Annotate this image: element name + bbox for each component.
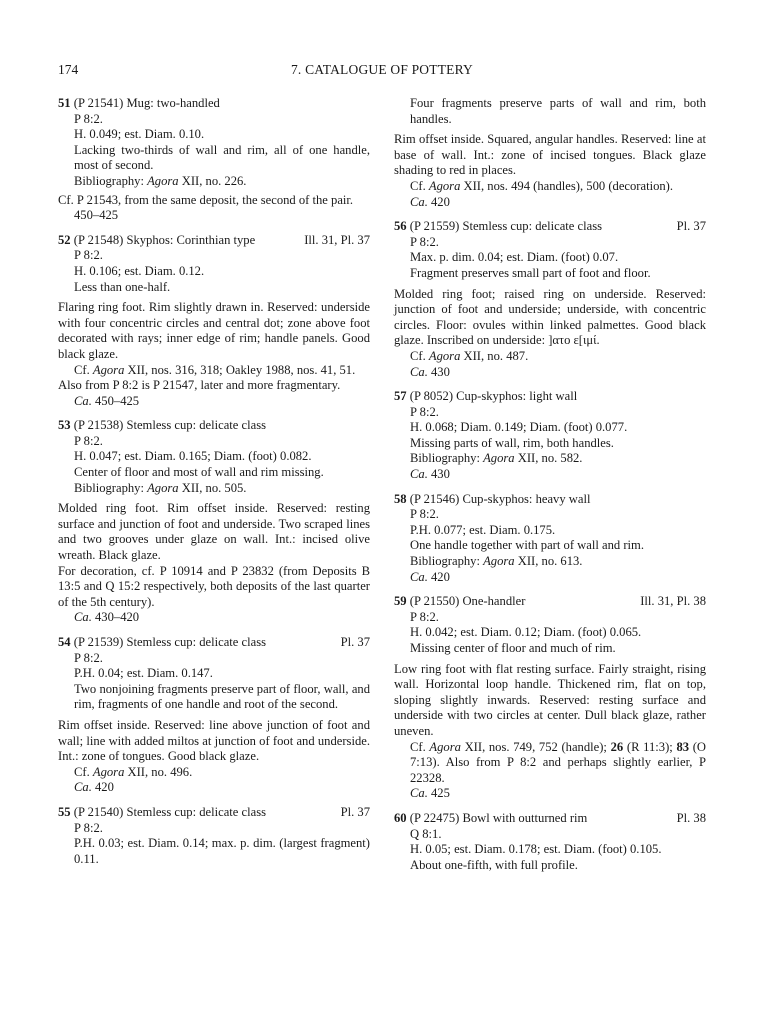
entry-number: 59 (394, 594, 407, 609)
comparanda (394, 179, 706, 195)
state-of-preservation: Missing parts of wall, rim, both handles. (410, 435, 614, 450)
dimensions: H. 0.106; est. Diam. 0.12. (74, 263, 205, 278)
comparanda (58, 363, 370, 379)
date-ca: Ca. (410, 194, 428, 209)
catalogue-entry-59 (394, 594, 706, 802)
date (58, 780, 370, 796)
date (58, 610, 370, 626)
entry-number: 53 (58, 418, 71, 433)
entry-heading (394, 811, 706, 827)
bibliography (394, 451, 706, 467)
deposit: P 8:2. (410, 609, 439, 624)
comparanda (394, 349, 706, 365)
entry-title: (P 22475) Bowl with outturned rim (409, 810, 588, 825)
entry-heading (58, 805, 370, 821)
plate-reference: Pl. 38 (671, 811, 706, 827)
catalogue-entry-54 (58, 635, 370, 796)
dimensions: H. 0.049; est. Diam. 0.10. (74, 127, 205, 142)
bib-ref: Agora (147, 480, 179, 495)
plate-reference: Ill. 31, Pl. 37 (298, 233, 370, 249)
comparanda: Cf. P 21543, from the same deposit, the second of the pair. (58, 192, 354, 207)
date-value: 430–420 (91, 610, 140, 625)
entry-title: (P 21550) One-handler (409, 594, 526, 609)
date (394, 570, 706, 586)
running-title: 7. CATALOGUE OF POTTERY (290, 62, 474, 77)
state-of-preservation: Lacking two-thirds of wall and rim, all of one handle, most of second. (74, 142, 370, 173)
date-ca: Ca. (410, 786, 428, 801)
cf-rest: XII, nos. 494 (handles), 500 (decoration). (460, 178, 674, 193)
catalogue-entry-53 (58, 418, 370, 626)
state-of-preservation: Missing center of floor and much of rim. (410, 641, 616, 655)
comparanda (58, 765, 370, 781)
cf-rest: XII, nos. 749, 752 (handle); (460, 739, 611, 754)
state-of-preservation: One handle together with part of wall and rim. (410, 538, 644, 553)
plate-reference: Pl. 37 (335, 805, 370, 821)
date-ca: Ca. (410, 569, 428, 584)
deposit: P 8:2. (74, 820, 103, 835)
dimensions: P.H. 0.077; est. Diam. 0.175. (410, 522, 556, 537)
entry-number: 57 (394, 389, 407, 404)
date-value: 430 (427, 364, 450, 379)
bibliography (58, 481, 370, 497)
bib-ref: Agora (483, 554, 515, 569)
cf-prefix: Cf. (410, 178, 429, 193)
description: Molded ring foot; raised ring on underside. Reserved: junction of foot and underside; underside, with concentric circles. Floor: ovules within linked palmettes. Good black glaze. Inscribed on underside: ]ατο ε[ιμί. (394, 286, 706, 348)
entry-number: 60 (394, 810, 407, 825)
bib-rest: XII, no. 582. (514, 451, 583, 466)
bib-rest: XII, no. 505. (178, 480, 247, 495)
entry-heading (394, 389, 706, 405)
bib-ref: Agora (483, 451, 515, 466)
catalogue-entry-56 (394, 219, 706, 380)
dimensions: H. 0.068; Diam. 0.149; Diam. (foot) 0.077. (410, 420, 628, 435)
cf-deposit: (R 11:3); (623, 739, 677, 754)
date-value: 430 (427, 467, 450, 482)
entry-number: 55 (58, 804, 71, 819)
plate-reference: Ill. 31, Pl. 38 (634, 594, 706, 610)
dimensions: H. 0.047; est. Diam. 0.165; Diam. (foot) 0.082. (74, 449, 312, 464)
entry-number: 58 (394, 491, 407, 506)
entry-title: (P 21540) Stemless cup: delicate class (73, 804, 266, 819)
comparanda (394, 740, 706, 787)
cf-prefix: Cf. (74, 362, 93, 377)
cf-rest: (O 7:13). Also from P 8:2 and perhaps slightly earlier, P 22328. (410, 739, 707, 785)
state-of-preservation: Fragment preserves small part of foot and floor. (410, 265, 651, 280)
entry-number: 56 (394, 219, 407, 234)
deposit: P 8:2. (74, 433, 103, 448)
bib-rest: XII, no. 613. (514, 554, 583, 569)
page-number: 174 (58, 62, 79, 77)
entry-heading (58, 96, 370, 112)
bibliography (58, 174, 370, 190)
cf-prefix: Cf. (410, 348, 429, 363)
entry-number: 54 (58, 635, 71, 649)
state-of-preservation: About one-fifth, with full profile. (410, 857, 578, 872)
entry-heading (394, 594, 706, 610)
dimensions: P.H. 0.03; est. Diam. 0.14; max. p. dim. (largest fragment) 0.11. (74, 836, 370, 866)
decoration-note: For decoration, cf. P 10914 and P 23832 (from Deposits B 13:5 and Q 15:2 respectively, both deposits of the last quarter of the 5th century). (58, 563, 370, 609)
dimensions: P.H. 0.04; est. Diam. 0.147. (74, 666, 213, 681)
entry-heading (394, 492, 706, 508)
description: Rim offset inside. Squared, angular handles. Reserved: line at base of wall. Int.: zone of incised tongues. Black glaze shading to red in places. (394, 132, 706, 178)
date-value: 450–425 (91, 393, 140, 408)
date-value: 425 (427, 786, 450, 801)
entry-number: 52 (58, 232, 71, 247)
entry-title: (P 21546) Cup-skyphos: heavy wall (409, 491, 591, 506)
cf-rest: XII, no. 496. (124, 764, 193, 779)
bib-label: Bibliography: (74, 480, 148, 495)
date (394, 365, 706, 381)
cf-prefix: Cf. (410, 739, 430, 754)
state-of-preservation: Four fragments preserve parts of wall and rim, both handles. (410, 96, 706, 126)
date-ca: Ca. (74, 610, 92, 625)
date (394, 467, 706, 483)
date (394, 786, 706, 802)
deposit: P 8:2. (74, 650, 103, 665)
plate-reference: Pl. 37 (671, 219, 706, 235)
cf-rest: XII, no. 487. (460, 348, 529, 363)
entry-heading (58, 233, 370, 249)
deposit: P 8:2. (410, 507, 439, 522)
deposit: P 8:2. (410, 234, 439, 249)
state-of-preservation: Center of floor and most of wall and rim missing. (74, 465, 324, 480)
date (58, 394, 370, 410)
entry-heading (58, 418, 370, 434)
catalogue-entry-52 (58, 233, 370, 410)
cf-ref: Agora (92, 362, 125, 377)
entry-number: 51 (58, 96, 71, 110)
entry-title: (P 8052) Cup-skyphos: light wall (409, 389, 578, 404)
catalogue-entry-55-continued (394, 96, 706, 210)
cf-ref: Agora (428, 178, 461, 193)
catalogue-entry-57 (394, 389, 706, 483)
entry-title: (P 21548) Skyphos: Corinthian type (73, 232, 256, 247)
bib-label: Bibliography: (74, 173, 148, 188)
description: Low ring foot with flat resting surface. Fairly straight, rising wall. Horizontal loop handle. Thickened rim, flat on top, sloping slightly inwards. Reserved: resting surface and underside with two circles at center. Dull black glaze, rather uneven. (394, 661, 706, 738)
catalogue-entry-51 (58, 96, 370, 224)
bibliography (394, 554, 706, 570)
deposit: P 8:2. (410, 404, 439, 419)
state-of-preservation: Two nonjoining fragments preserve part of floor, wall, and rim, fragments of one handle and root of the second. (74, 681, 370, 712)
plate-reference: Pl. 37 (335, 635, 370, 651)
dimensions: H. 0.042; est. Diam. 0.12; Diam. (foot) 0.065. (410, 625, 642, 640)
description: Molded ring foot. Rim offset inside. Reserved: resting surface and junction of foot and underside. Two scraped lines and two grooves under glaze on wall. Int.: incised olive wreath. Black glaze. (58, 501, 370, 563)
cf-prefix: Cf. (74, 764, 93, 779)
date-ca: Ca. (74, 393, 92, 408)
bib-label: Bibliography: (410, 451, 484, 466)
left-column (58, 96, 370, 876)
dimensions: H. 0.05; est. Diam. 0.178; est. Diam. (foot) 0.105. (410, 842, 662, 857)
date: 450–425 (74, 208, 119, 223)
cf-ref: Agora (428, 348, 461, 363)
right-column (394, 96, 706, 882)
dimensions: Max. p. dim. 0.04; est. Diam. (foot) 0.07. (410, 250, 619, 265)
bib-ref: Agora (147, 173, 179, 188)
cf-ref: Agora (92, 764, 125, 779)
catalogue-entry-60 (394, 811, 706, 873)
description: Rim offset inside. Reserved: line above junction of foot and wall; line with added miltos at junction of foot and underside. Int.: zone of tongues. Good black glaze. (58, 717, 370, 764)
date-value: 420 (91, 780, 114, 795)
date-value: 420 (427, 194, 450, 209)
entry-title: (P 21559) Stemless cup: delicate class (409, 219, 602, 234)
date-ca: Ca. (410, 467, 428, 482)
date-ca: Ca. (74, 780, 92, 795)
entry-title: (P 21541) Mug: two-handled (73, 96, 220, 110)
bib-label: Bibliography: (410, 554, 484, 569)
date (394, 195, 706, 211)
cf-rest: XII, nos. 316, 318; Oakley 1988, nos. 41, 51. (124, 362, 356, 377)
also-note: Also from P 8:2 is P 21547, later and more fragmentary. (58, 378, 341, 393)
description: Flaring ring foot. Rim slightly drawn in. Reserved: underside with four concentric circles and central dot; zone above foot decorated with rays; inner edge of rim; handle panels. Good black glaze. (58, 300, 370, 361)
date-ca: Ca. (410, 364, 428, 379)
deposit: Q 8:1. (410, 826, 442, 841)
cf-catalogue-number: 83 (676, 739, 690, 754)
entry-heading (58, 635, 370, 651)
entry-title: (P 21538) Stemless cup: delicate class (73, 418, 266, 433)
page-header (58, 62, 706, 80)
catalogue-entry-58 (394, 492, 706, 586)
state-of-preservation: Less than one-half. (74, 279, 171, 294)
deposit: P 8:2. (74, 111, 103, 126)
date-value: 420 (427, 569, 450, 584)
deposit: P 8:2. (74, 248, 103, 263)
catalogue-entry-55 (58, 805, 370, 867)
bib-rest: XII, no. 226. (178, 173, 247, 188)
entry-title: (P 21539) Stemless cup: delicate class (73, 635, 266, 649)
entry-heading (394, 219, 706, 235)
cf-ref: Agora (429, 739, 461, 754)
cf-catalogue-number: 26 (610, 739, 624, 754)
